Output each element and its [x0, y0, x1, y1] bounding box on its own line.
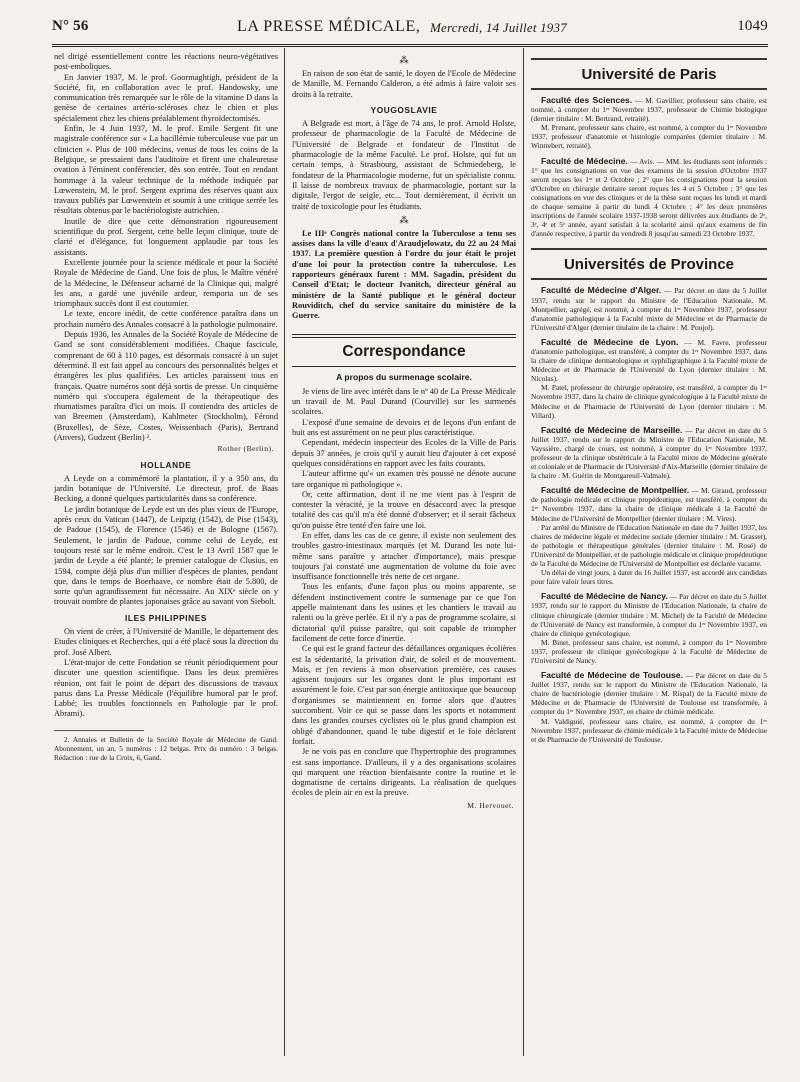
- faculty-heading: Faculté des Sciences.: [541, 95, 633, 105]
- paragraph: nel dirigé essentiellement contre les réactions neuro-végétatives post-emboliques.: [54, 52, 278, 72]
- universite-paris-title: Université de Paris: [581, 66, 717, 83]
- section-rule: [531, 58, 767, 60]
- paragraph: L'auteur affirme qu'« un examen très poussé ne dénote aucune tare organique ni pathologique ».: [292, 469, 516, 489]
- column-2: [292, 52, 516, 1057]
- faculty-heading: Faculté de Médecine de Nancy.: [541, 591, 668, 602]
- faculty-entry: [531, 157, 767, 239]
- column-1: [54, 52, 278, 1057]
- page-number: 1049: [737, 18, 768, 34]
- faculty-text: — Par décret en date du 5 Juillet 1937, rendu sur le rapport du Ministre de l'Education Nationale, la chaire de clinique chirurgicale (dernier titulaire : M. Michel) de la Faculté de Médecine de l'Université de Nancy est transformée, à compter du 1ᵉʳ Novembre 1937, en chaire de clinique gynécologique.: [531, 592, 767, 638]
- section-heading-yougoslavie: YOUGOSLAVIE: [370, 104, 438, 115]
- page-header: [52, 14, 768, 40]
- faculty-heading: Faculté de Médecine de Marseille.: [541, 424, 683, 435]
- faculty-text: — Par décret en date du 5 Juillet 1937, rendu sur le rapport du Ministre de l'Education Nationale, M. Vayssière, chargé de cours, est nommé, à compter du 1ᵉʳ Novembre 1937, professeur de la clinique obstétricale à la Faculté mixte de Médecine générale et coloniale et de Pharmacie de l'Université d'Aix-Marseille (dernier titulaire de la chaire : M. Guérin de Montgareuil-Valmale).: [531, 425, 767, 481]
- faculty-heading: Faculté de Médecine.: [541, 155, 628, 166]
- paragraph: M. Patel, professeur de chirurgie opératoire, est transféré, à compter du 1ᵉʳ Novembre 1937, dans la chaire de clinique gynécologique à la Faculté mixte de Médecine et de Pharmacie de l'Université de Lyon (dernier titulaire : M. Villard).: [531, 383, 767, 420]
- section-heading-hollande: HOLLANDE: [140, 459, 192, 470]
- signature: Rother (Berlin).: [217, 444, 274, 454]
- paragraph: Enfin, le 4 Juin 1937, M. le prof. Emile Sergent fit une magistrale conférence sur « La bacillémie tuberculeuse vue par un clinicien ». Plus de 100 médecins, venus de tous les coins de la Belgique, se pressaient dans l'auditoire et firent une chaleureuse ovation à l'éminent conférencier, dès son entrée. Tout en rendant hommage à la valeur technique de la méthode indiquée par Lœwenstein, M. le prof. Sergent exprima des réserves quant aux travaux publiés par Lœwenstein et soumit à une critique serrée les résultats obtenus par le bactériologiste autrichien.: [54, 124, 278, 216]
- paragraph: L'état-major de cette Fondation se réunit périodiquement pour discuter une question scientifique. Dans les deux premières réunion, ont fait le point de départ des discussions de travaux parus dans La Presse Médicale (l'équilibre humoral par le prof. Labbé; les troubles fonctionnels en Pathologie par le prof. Abrami).: [54, 657, 278, 719]
- footnote-rule: [54, 730, 144, 731]
- paragraph: Le texte, encore inédit, de cette conférence paraîtra dans un prochain numéro des Annales consacré à la pathologie pulmonaire.: [54, 309, 278, 329]
- paragraph: Par arrêté du Ministre de l'Education Nationale en date du 7 Juillet 1937, les chaires de médecine légale et médecine sociale (dernier titulaire : M. Grasset), de pathologie et thérapeutique générales (dernier titulaire : M. Rosé) de l'Université de Montpellier, et de pathologie médicale et clinique propédeutique de la Faculté de Médecine de l'Université de Montpellier est déclarée vacante.: [531, 522, 767, 569]
- signature: M. Hervouet.: [467, 800, 514, 810]
- faculty-entry: [531, 592, 767, 665]
- paragraph: Le IIIᵉ Congrès national contre la Tuberculose a tenu ses assises dans la ville d'eaux d'Araudjelowatz, du 22 au 24 Mai 1937. La première question à l'ordre du jour était le projet d'une loi pour la protection contre la tuberculose. Les rapporteurs généraux furent : MM. Sagadin, président du Conseil d'Etat; le docteur Ivanitch, directeur général au ministère de la Santé publique et le général docteur Rouviditch, chef du service sanitaire du ministère de la Guerre.: [292, 228, 516, 321]
- asterism: ⁂: [399, 55, 409, 65]
- paragraph: En raison de son état de santé, le doyen de l'Ecole de Médecine de Manille, M. Fernando Calderon, a été admis à faire valoir ses droits à la retraite.: [292, 69, 516, 99]
- paragraph: Le jardin botanique de Leyde est un des plus vieux de l'Europe, après ceux du Vatican (1447), de Leipzig (1542), de Pise (1543), de Padoue (1545), de Florence (1546) et de Bologne (1567). Seulement, le jardin de Padoue, comme celui de Leyde, est toujours resté sur le même endroit. C'est le 13 Avril 1587 que le jardin de Leyde a été planté; le premier catalogue de Clusius, en 1594, compte déjà plus d'un millier d'espèces de plantes, pendant que, dans le temps de Boerhaave, ce nombre était de 5.800, de sorte qu'un agrandissement fut nécessaire. Au XIXᵉ siècle on y trouvait nombre de plantes japonaises grâce au savant von Siebolt.: [54, 504, 278, 607]
- paragraph: L'exposé d'une semaine de devoirs et de leçons d'un enfant de huit ans est assurément on ne peut plus caractéristique.: [292, 417, 516, 438]
- header-rule: [52, 44, 768, 45]
- paragraph: On vient de créer, à l'Université de Manille, le département des Etudes cliniques et Recherches, qui a été placé sous la direction du prof. José Albert.: [54, 627, 278, 657]
- paragraph: Ce qui est le grand facteur des défaillances organiques écolières est la sédentarité, la privation d'air, de soleil et de mouvement. Mais, et j'en reviens à mon observation première, ces causes agissent toujours sur les organes dont le plus important est assurément le foie. C'est par son énergie antitoxique que beaucoup d'organismes se maintiennent en forme alors que d'autres succombent. Voir ce qui se passe dans les sports et notamment dans les grandes courses cyclistes où le plus grand champion est obligé d'abandonner, quand le tube digestif et le foie déclarent forfait.: [292, 644, 516, 746]
- section-rule: [531, 278, 767, 280]
- paragraph: Or, cette affirmation, dont il ne me vient pas à l'esprit de contester la véracité, je la trouve en désaccord avec la presque totalité des cas qu'il m'a été donné d'observer; et il serait fâcheux qu'on puisse être tenté d'en faire une loi.: [292, 489, 516, 530]
- faculty-entry: [531, 671, 767, 744]
- faculty-entry: [531, 486, 767, 586]
- paragraph: En effet, dans les cas de ce genre, il existe non seulement des troubles gastro-intestinaux marqués (et M. Durand les note lui-même sans paraître y attacher d'importance), mais presque toujours j'ai constaté une augmentation de volume du foie avec insuffisance fonctionnelle très nette de cet organe.: [292, 530, 516, 582]
- paragraph: Cependant, médecin inspecteur des Ecoles de la Ville de Paris depuis 37 années, je crois qu'il y aurait lieu d'ajouter à cet exposé quelques considérations en rapport avec les faits courants.: [292, 438, 516, 468]
- faculty-heading: Faculté de Médecine de Toulouse.: [541, 670, 683, 681]
- section-rule: [292, 334, 516, 335]
- journal-title: LA PRESSE MÉDICALE,: [237, 18, 421, 35]
- paragraph: M. Binet, professeur sans chaire, est nommé, à compter du 1ᵉʳ Novembre 1937, professeur de clinique gynécologique à la Faculté de Médecine de l'Université de Nancy.: [531, 637, 767, 665]
- faculty-entry: [531, 286, 767, 331]
- faculty-text: — Avis. — MM. les étudiants sont informés : 1° que les consignations en vue des examens de la session d'Octobre 1937 seront reçues les 1ᵉʳ et 2 Octobre ; 2° que les consignations pour la session d'Octobre en chirurgie dentaire seront reçues les 4 et 5 Octobre ; 3° que les consignations en vue des cliniques et de la thèse sont reçues les lundi et mardi de chaque semaine à partir du lundi 4 Octobre ; 4° les deux premières inscriptions de l'année scolaire 1937-1938 seront délivrées aux étudiants de 2ᵉ, 3ᵉ, 4ᵉ et 5ᵉ année, ayant satisfait à la scolarité ainsi qu'aux examens de fin d'année respective, à partir du vendredi 8 jusqu'au samedi 23 Octobre 1937.: [531, 156, 767, 239]
- faculty-text: — Par décret en date du 5 Juillet 1937, rendu sur le rapport du Ministre de l'Education Nationale, M. Montpellier, agrégé, est nommé, à compter du 1ᵉʳ Novembre 1937, professeur d'anatomie pathologique à la Faculté mixte de Médecine et de Pharmacie de l'Université d'Alger (dernier titulaire de la chaire : M. Poujol).: [531, 286, 767, 332]
- faculty-entry: [531, 96, 767, 151]
- paragraph: En Janvier 1937, M. le prof. Goormaghtigh, président de la Société, fit, en collaboration avec le prof. Handowsky, une communication très remarquée sur le rôle de la vitamine D dans la genèse de certaines artério-scléroses chez le chien et plus spécialement chez les chiens préalablement thyroïdectomisés.: [54, 72, 278, 123]
- paragraph: Je ne vois pas en conclure que l'hypertrophie des programmes est sans importance. D'ailleurs, il y a des organisations scolaires qui marquent une réaction bienfaisante contre la routine et le dogmatisme de certains dirigeants. La réalisation de quelques écoles de plein air en est la preuve.: [292, 747, 516, 798]
- universites-province-title: Universités de Province: [563, 256, 735, 274]
- paragraph: Inutile de dire que cette démonstration rigoureusement scientifique du prof. Sergent, cette belle leçon clinique, toute de clarté et d'élégance, fut longuement applaudie par tous les assistants.: [54, 216, 278, 257]
- paragraph: Depuis 1936, les Annales de la Société Royale de Médecine de Gand se sont considérablement modifiées. Chaque fascicule, comprenant de 60 à 110 pages, est désormais consacré à un sujet déterminé. Il est fait appel au concours des personnalités belges et étrangères les plus qualifiées. Les articles paraissent tous en français. Quatre numéros sont déjà sortis de presse. Un cinquième numéro qui s'occupera également de la thérapeutique des rhumatismes paraîtra d'ici un mois. Il contiendra des articles de van Breemen (Amsterdam), Kahlmeter (Stockholm), Férond (Bruxelles), de Sèze, Costes, Weissenbach (Paris), Bertrand (Anvers), Gudzent (Berlin) ².: [54, 330, 278, 442]
- faculty-heading: Faculté de Médecine de Montpellier.: [541, 485, 690, 496]
- correspondance-subtitle: A propos du surmenage scolaire.: [336, 371, 472, 382]
- section-rule: [292, 337, 516, 338]
- section-rule: [292, 366, 516, 367]
- paragraph: Tous les enfants, d'une façon plus ou moins apparente, se défendent instinctivement contre le surmenage par ce que l'on appelle maintenant dans les usines et les chantiers le travail au ralenti ou la grève perlée. Et il n'y a pas de programme scolaire, si dictatorial qu'il puisse paraître, qui soit capable de triompher facilement de cette force d'inertie.: [292, 582, 516, 643]
- faculty-text: — M. Favre, professeur d'anatomie pathologique, est transféré, à compter du 1ᵉʳ Novembre 1937, dans la chaire de clinique dermatologique et syphiligraphique à la Faculté mixte de Médecine et de Pharmacie de l'Université de Lyon (dernier titulaire : M. Nicolas).: [531, 337, 767, 384]
- column-divider: [523, 48, 524, 1056]
- paragraph: Je viens de lire avec intérêt dans le nº 40 de La Presse Médicale un travail de M. Paul Durand (Courville) sur les surmenés scolaires.: [292, 386, 516, 417]
- faculty-text: — Par décret en date du 5 Juillet 1937, rendu sur le rapport du Ministre de l'Education Nationale, la chaire de bactériologie (dernier titulaire : M. Rispal) de la Faculté mixte de Médecine et de Pharmacie de l'Université de Toulouse est transformée, à compter du 1ᵉʳ Novembre 1937, en chaire de chimie médicale.: [531, 671, 767, 717]
- faculty-text: — M. Gavillier, professeur sans chaire, est nommé, à compter du 1ᵉʳ Novembre 1937, professeur de Chimie biologique (dernier titulaire : M. Bertrand, retraité).: [531, 96, 767, 124]
- section-rule: [531, 248, 767, 250]
- correspondance-title: Correspondance: [342, 342, 466, 360]
- paragraph: A Leyde on a commémoré la plantation, il y a 350 ans, du jardin botanique de l'Université. Le directeur, prof. de Baas Becking, a donné quelques particularités dans sa conférence.: [54, 473, 278, 504]
- paragraph: A Belgrade est mort, à l'âge de 74 ans, le prof. Arnold Holste, professeur de pharmacologie de la Faculté de Médecine de l'Université de Belgrade et fondateur de l'Institut de pharmacologie de la même Faculté. Le prof. Holste, qui fut un certain temps, à Strasbourg, assistant de Schmiedeberg, le fondateur de la Pharmacologie moderne, fut un spécialiste connu. Il laisse de nombreux travaux de pharmacologie, portant sur la digitale, l'ergot de seigle, etc... Tout dernièrement, il écrivit un traité de toxicologie pour les étudiants.: [292, 119, 516, 211]
- faculty-entry: [531, 426, 767, 481]
- faculty-heading: Faculté de Médecine de Lyon.: [541, 336, 679, 347]
- section-heading-philippines: ILES PHILIPPINES: [125, 612, 207, 623]
- column-3: [531, 52, 767, 1057]
- paragraph: M. Prenant, professeur sans chaire, est nommé, à compter du 1ᵉʳ Novembre 1937, professeur d'anatomie et histologie comparées (dernier titulaire : M. Wintrebert, retraité).: [531, 123, 767, 151]
- faculty-heading: Faculté de Médecine d'Alger.: [541, 285, 662, 296]
- paragraph: Un délai de vingt jours, à dater du 16 Juillet 1937, est accordé aux candidats pour faire valoir leurs titres.: [531, 568, 767, 587]
- faculty-text: — M. Giraud, professeur de pathologie médicale et clinique propédeutique, est transféré, à compter du 1ᵉʳ Novembre 1937, dans la chaire de clinique médicale à la Faculté de Médecine de l'Université de Montpellier (dernier titulaire : M. Vires).: [531, 486, 767, 523]
- faculty-entry: [531, 338, 767, 420]
- asterism: ⁂: [399, 214, 409, 225]
- paragraph: M. Valdiguié, professeur sans chaire, est nommé, à compter du 1ᵉʳ Novembre 1937, professeur de chimie médicale à la Faculté mixte de Médecine et de Pharmacie de l'Université de Toulouse.: [531, 716, 767, 744]
- issue-date: Mercredi, 14 Juillet 1937: [430, 20, 567, 35]
- column-divider: [284, 48, 285, 1056]
- footnote: 2. Annales et Bulletin de la Société Royale de Médecine de Gand. Abonnement, un an, 5 numéros : 12 belgas. Prix du numéro : 3 belgas. Rédaction : rue de la Croix, 6, Gand.: [54, 734, 278, 762]
- paragraph: Excellente journée pour la science médicale et pour la Société Royale de Médecine de Gand. Une fois de plus, le Maître vénéré de la Médecine, le Défenseur acharné de la Clinique qui, malgré les ans, a gardé une juvénile ardeur, remporta un de ses triomphaux succès dont il est coutumier.: [54, 257, 278, 309]
- header-rule-double: [52, 46, 768, 47]
- section-rule: [531, 88, 767, 90]
- issue-number: N° 56: [52, 18, 89, 34]
